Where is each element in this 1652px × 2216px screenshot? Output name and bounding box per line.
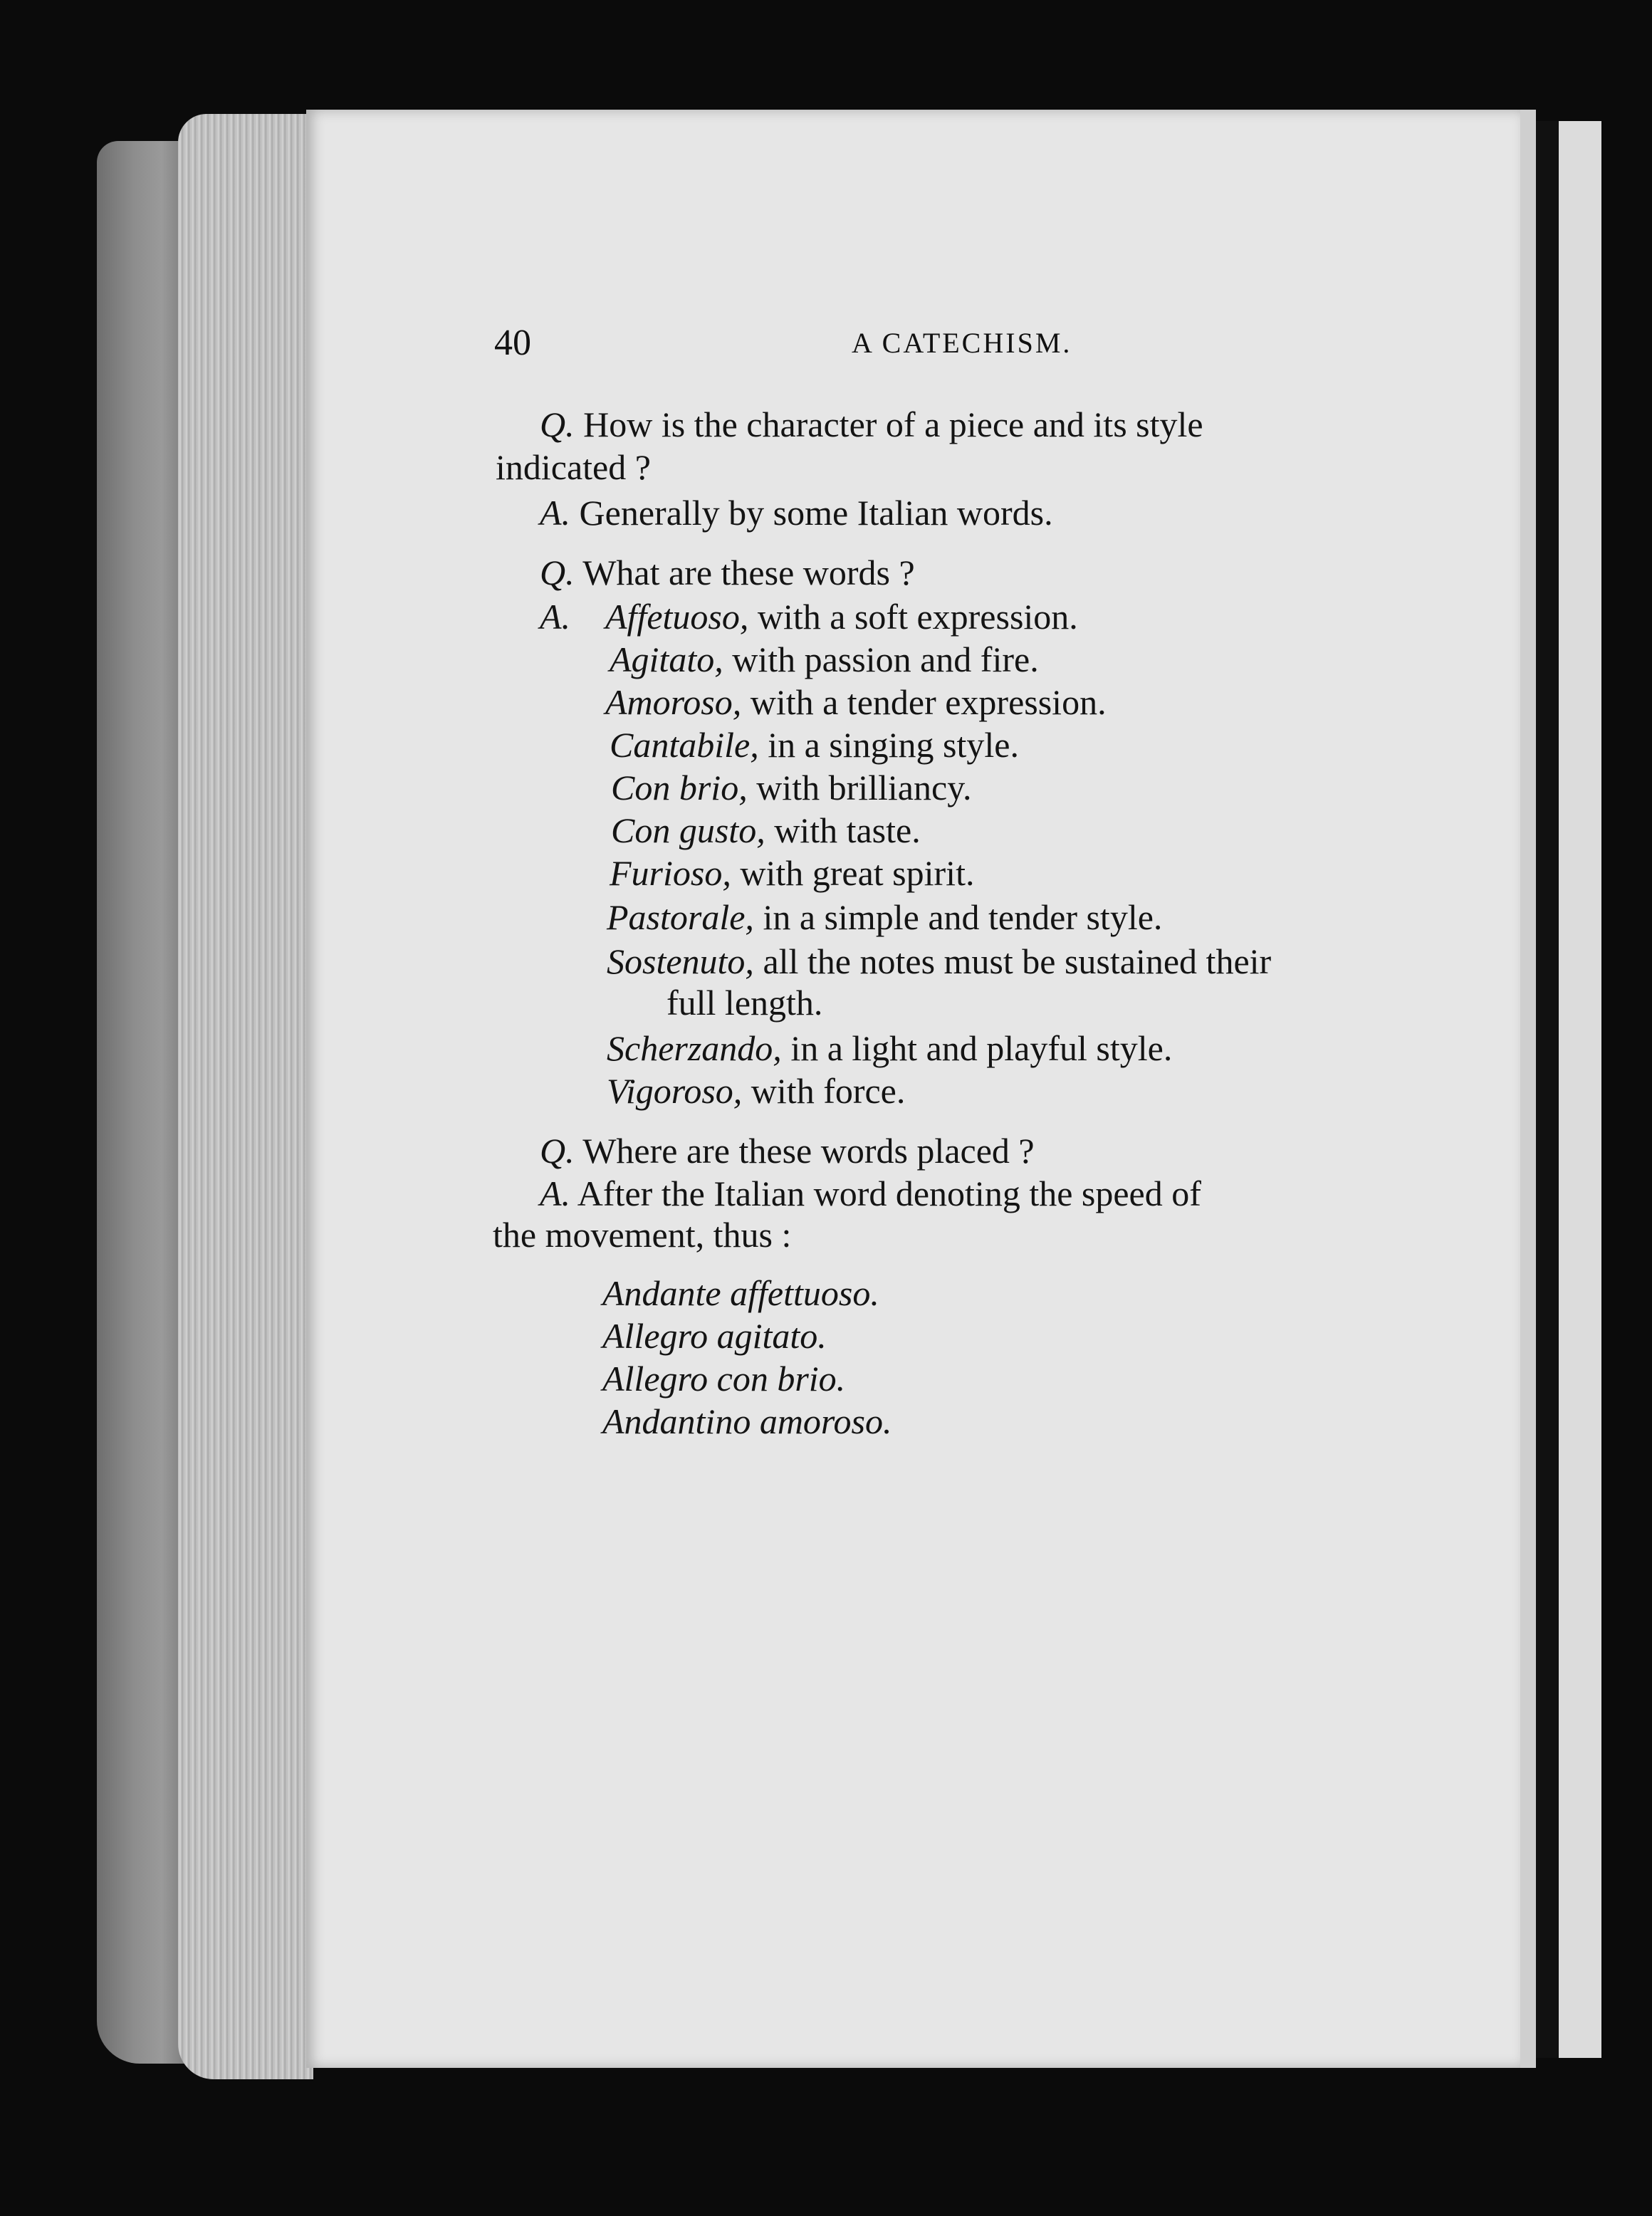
book-fore-edge	[97, 141, 189, 2064]
term-meaning: with a tender expression.	[750, 682, 1107, 722]
answer-3-line-2	[493, 1213, 791, 1256]
example-line: Allegro agitato.	[602, 1316, 827, 1356]
term: Cantabile,	[610, 725, 759, 765]
question-1-line-1	[540, 403, 1203, 446]
book-page-edges	[178, 114, 313, 2079]
term-meaning: with force.	[751, 1071, 906, 1111]
question-label: Q.	[540, 1131, 575, 1171]
question-1-line-2	[496, 446, 651, 488]
answer-label: A.	[540, 1174, 571, 1213]
answer-1	[540, 491, 1053, 534]
answer-label: A.	[540, 493, 571, 533]
term-meaning: with taste.	[774, 810, 921, 850]
term-row	[610, 852, 974, 894]
answer-text: After the Italian word denoting the speed of	[577, 1174, 1201, 1213]
term-row	[611, 809, 921, 852]
term: Pastorale,	[607, 897, 754, 937]
question-text: indicated ?	[496, 447, 651, 487]
term-row	[610, 723, 1019, 766]
answer-text: Generally by some Italian words.	[579, 493, 1053, 533]
header-title: A CATECHISM.	[852, 327, 1072, 359]
question-label: Q.	[540, 404, 575, 444]
term: Affetuoso,	[605, 597, 749, 637]
term-row	[610, 638, 1039, 681]
term-meaning: with great spirit.	[740, 853, 975, 893]
term: Con brio,	[611, 768, 748, 808]
term-row	[605, 595, 1078, 638]
question-2	[540, 551, 915, 594]
question-text: What are these words ?	[582, 553, 915, 592]
running-head	[0, 322, 1652, 365]
example-line: Andante affettuoso.	[602, 1273, 879, 1313]
question-text: Where are these words placed ?	[582, 1131, 1035, 1171]
term-meaning: in a light and playful style.	[790, 1028, 1173, 1068]
term-row	[607, 896, 1162, 939]
facing-page-shadow	[1536, 121, 1559, 2058]
term-meaning: full length.	[666, 983, 823, 1023]
term-meaning: with passion and fire.	[732, 639, 1039, 679]
term: Amoroso,	[605, 682, 742, 722]
question-label: Q.	[540, 553, 575, 592]
term: Con gusto,	[611, 810, 765, 850]
term-row	[607, 940, 1271, 983]
term-meaning: with a soft expression.	[757, 597, 1078, 637]
facing-page-edge	[1559, 121, 1601, 2058]
gutter-shade	[1520, 110, 1536, 2068]
term-row	[607, 1027, 1172, 1070]
term-meaning: all the notes must be sustained their	[763, 941, 1272, 981]
term-continuation	[666, 981, 822, 1024]
term: Agitato,	[610, 639, 723, 679]
term-row	[607, 1070, 905, 1112]
term-meaning: in a singing style.	[768, 725, 1019, 765]
term: Vigoroso,	[607, 1071, 743, 1111]
term-row	[611, 766, 971, 809]
term: Furioso,	[610, 853, 731, 893]
term: Scherzando,	[607, 1028, 782, 1068]
answer-text: the movement, thus :	[493, 1215, 792, 1255]
question-text: How is the character of a piece and its style	[583, 404, 1203, 444]
page-number: 40	[494, 323, 531, 363]
term-meaning: in a simple and tender style.	[763, 897, 1163, 937]
term-meaning: with brilliancy.	[756, 768, 972, 808]
answer-3-line-1	[540, 1172, 1201, 1215]
answer-2-label: A.	[540, 597, 571, 637]
term-row	[605, 681, 1107, 723]
term: Sostenuto,	[607, 941, 754, 981]
example-line: Andantino amoroso.	[602, 1401, 892, 1441]
example-line: Allegro con brio.	[602, 1359, 846, 1399]
question-3	[540, 1129, 1035, 1172]
